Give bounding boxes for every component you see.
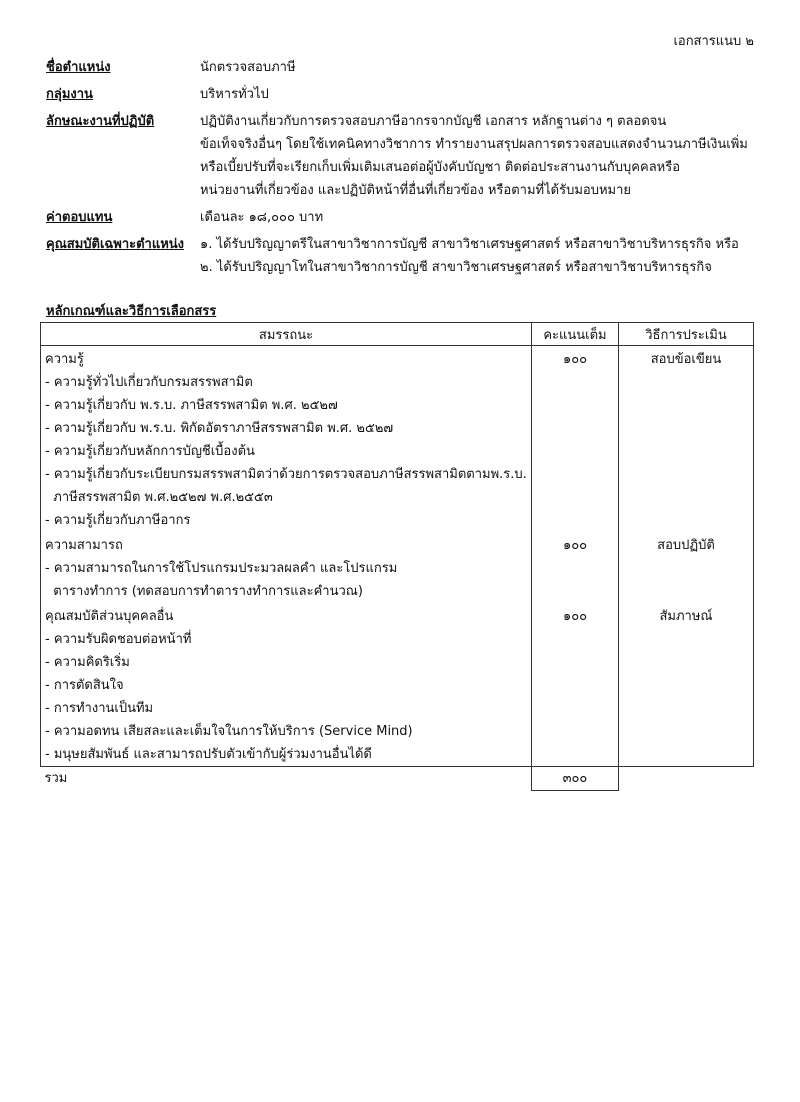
criteria-table (40, 322, 754, 791)
header-competency: สมรรถนะ (41, 323, 532, 346)
total-label: รวม (44, 771, 68, 786)
list-item: - ความรู้ทั่วไปเกี่ยวกับกรมสรรพสามิต (41, 371, 532, 394)
list-item: - การทำงานเป็นทีม (41, 697, 532, 720)
position-info (46, 56, 766, 283)
table-row (41, 674, 754, 697)
qualification-text (200, 233, 766, 279)
table-row (41, 394, 754, 417)
list-item: - ความรับผิดชอบต่อหน้าที่ (41, 628, 532, 651)
list-item: - ความสามารถในการใช้โปรแกรมประมวลผลคำ และโปรแกรม (41, 557, 532, 580)
position-title-value: นักตรวจสอบภาษี (200, 60, 296, 75)
qualification-line: ๑. ได้รับปริญญาตรีในสาขาวิชาการบัญชี สาขาวิชาเศรษฐศาสตร์ หรือสาขาวิชาบริหารธุรกิจ หรือ (200, 237, 739, 252)
list-item: - ความรู้เกี่ยวกับระเบียบกรมสรรพสามิตว่าด้วยการตรวจสอบภาษีสรรพสามิตตามพ.ร.บ. (41, 463, 532, 486)
work-group-row (46, 83, 766, 106)
total-row (41, 767, 754, 791)
knowledge-score: ๑๐๐ (532, 346, 619, 372)
list-item: ภาษีสรรพสามิต พ.ศ.๒๕๒๗ พ.ศ.๒๕๕๓ (41, 486, 532, 509)
category-personal: คุณสมบัติส่วนบุคคลอื่น (41, 603, 532, 628)
list-item: ตารางทำการ (ทดสอบการทำตารางทำการและคำนวณ) (41, 580, 532, 603)
header-full-score: คะแนนเต็ม (532, 323, 619, 346)
ability-method: สอบปฏิบัติ (619, 532, 754, 557)
qualification-row (46, 233, 766, 279)
table-row (41, 440, 754, 463)
qualification-label: คุณสมบัติเฉพาะตำแหน่ง (46, 237, 185, 252)
duties-label: ลักษณะงานที่ปฏิบัติ (46, 114, 155, 129)
duties-line: ปฏิบัติงานเกี่ยวกับการตรวจสอบภาษีอากรจากบัญชี เอกสาร หลักฐานต่าง ๆ ตลอดจน (200, 114, 667, 129)
total-value: ๓๐๐ (532, 767, 619, 791)
qualification-line: ๒. ได้รับปริญญาโทในสาขาวิชาการบัญชี สาขาวิชาเศรษฐศาสตร์ หรือสาขาวิชาบริหารธุรกิจ (200, 260, 712, 275)
knowledge-method: สอบข้อเขียน (619, 346, 754, 372)
duties-line: ข้อเท็จจริงอื่นๆ โดยใช้เทคนิคทางวิชาการ ทำรายงานสรุปผลการตรวจสอบแสดงจำนวนภาษีเงินเพิ่ม (200, 137, 748, 152)
table-row (41, 651, 754, 674)
category-ability: ความสามารถ (41, 532, 532, 557)
personal-method: สัมภาษณ์ (619, 603, 754, 628)
duties-text (200, 110, 766, 202)
pay-row (46, 206, 766, 229)
duties-line: หน่วยงานที่เกี่ยวข้อง และปฏิบัติหน้าที่อื่นที่เกี่ยวข้อง หรือตามที่ได้รับมอบหมาย (200, 183, 632, 198)
personal-score: ๑๐๐ (532, 603, 619, 628)
table-row (41, 532, 754, 557)
table-row (41, 603, 754, 628)
list-item: - ความรู้เกี่ยวกับภาษีอากร (41, 509, 532, 532)
table-row (41, 346, 754, 372)
position-title-row (46, 56, 766, 79)
pay-label: ค่าตอบแทน (46, 210, 113, 225)
table-row (41, 628, 754, 651)
table-row (41, 743, 754, 767)
annex-label: เอกสารแนบ ๒ (673, 34, 754, 49)
list-item: - ความคิดริเริ่ม (41, 651, 532, 674)
criteria-section-title: หลักเกณฑ์และวิธีการเลือกสรร (46, 304, 217, 319)
table-row (41, 697, 754, 720)
list-item: - ความรู้เกี่ยวกับหลักการบัญชีเบื้องต้น (41, 440, 532, 463)
list-item: - ความอดทน เสียสละและเต็มใจในการให้บริการ (Service Mind) (41, 720, 532, 743)
list-item: - ความรู้เกี่ยวกับ พ.ร.บ. ภาษีสรรพสามิต พ.ศ. ๒๕๒๗ (41, 394, 532, 417)
ability-score: ๑๐๐ (532, 532, 619, 557)
position-title-label: ชื่อตำแหน่ง (46, 60, 111, 75)
work-group-value: บริหารทั่วไป (200, 87, 269, 102)
duties-line: หรือเบี้ยปรับที่จะเรียกเก็บเพิ่มเติมเสนอต่อผู้บังคับบัญชา ติดต่อประสานงานกับบุคคลหรือ (200, 160, 681, 175)
header-method: วิธีการประเมิน (619, 323, 754, 346)
list-item: - มนุษยสัมพันธ์ และสามารถปรับตัวเข้ากับผู้ร่วมงานอื่นได้ดี (41, 743, 532, 767)
table-header-row (41, 323, 754, 346)
table-row (41, 417, 754, 440)
table-row (41, 463, 754, 486)
table-row (41, 486, 754, 509)
duties-row (46, 110, 766, 202)
table-row (41, 509, 754, 532)
pay-value: เดือนละ ๑๘,๐๐๐ บาท (200, 210, 324, 225)
list-item: - การตัดสินใจ (41, 674, 532, 697)
list-item: - ความรู้เกี่ยวกับ พ.ร.บ. พิกัดอัตราภาษีสรรพสามิต พ.ศ. ๒๕๒๗ (41, 417, 532, 440)
work-group-label: กลุ่มงาน (46, 87, 93, 102)
table-row (41, 580, 754, 603)
table-row (41, 720, 754, 743)
category-knowledge: ความรู้ (41, 346, 532, 372)
table-row (41, 371, 754, 394)
table-row (41, 557, 754, 580)
